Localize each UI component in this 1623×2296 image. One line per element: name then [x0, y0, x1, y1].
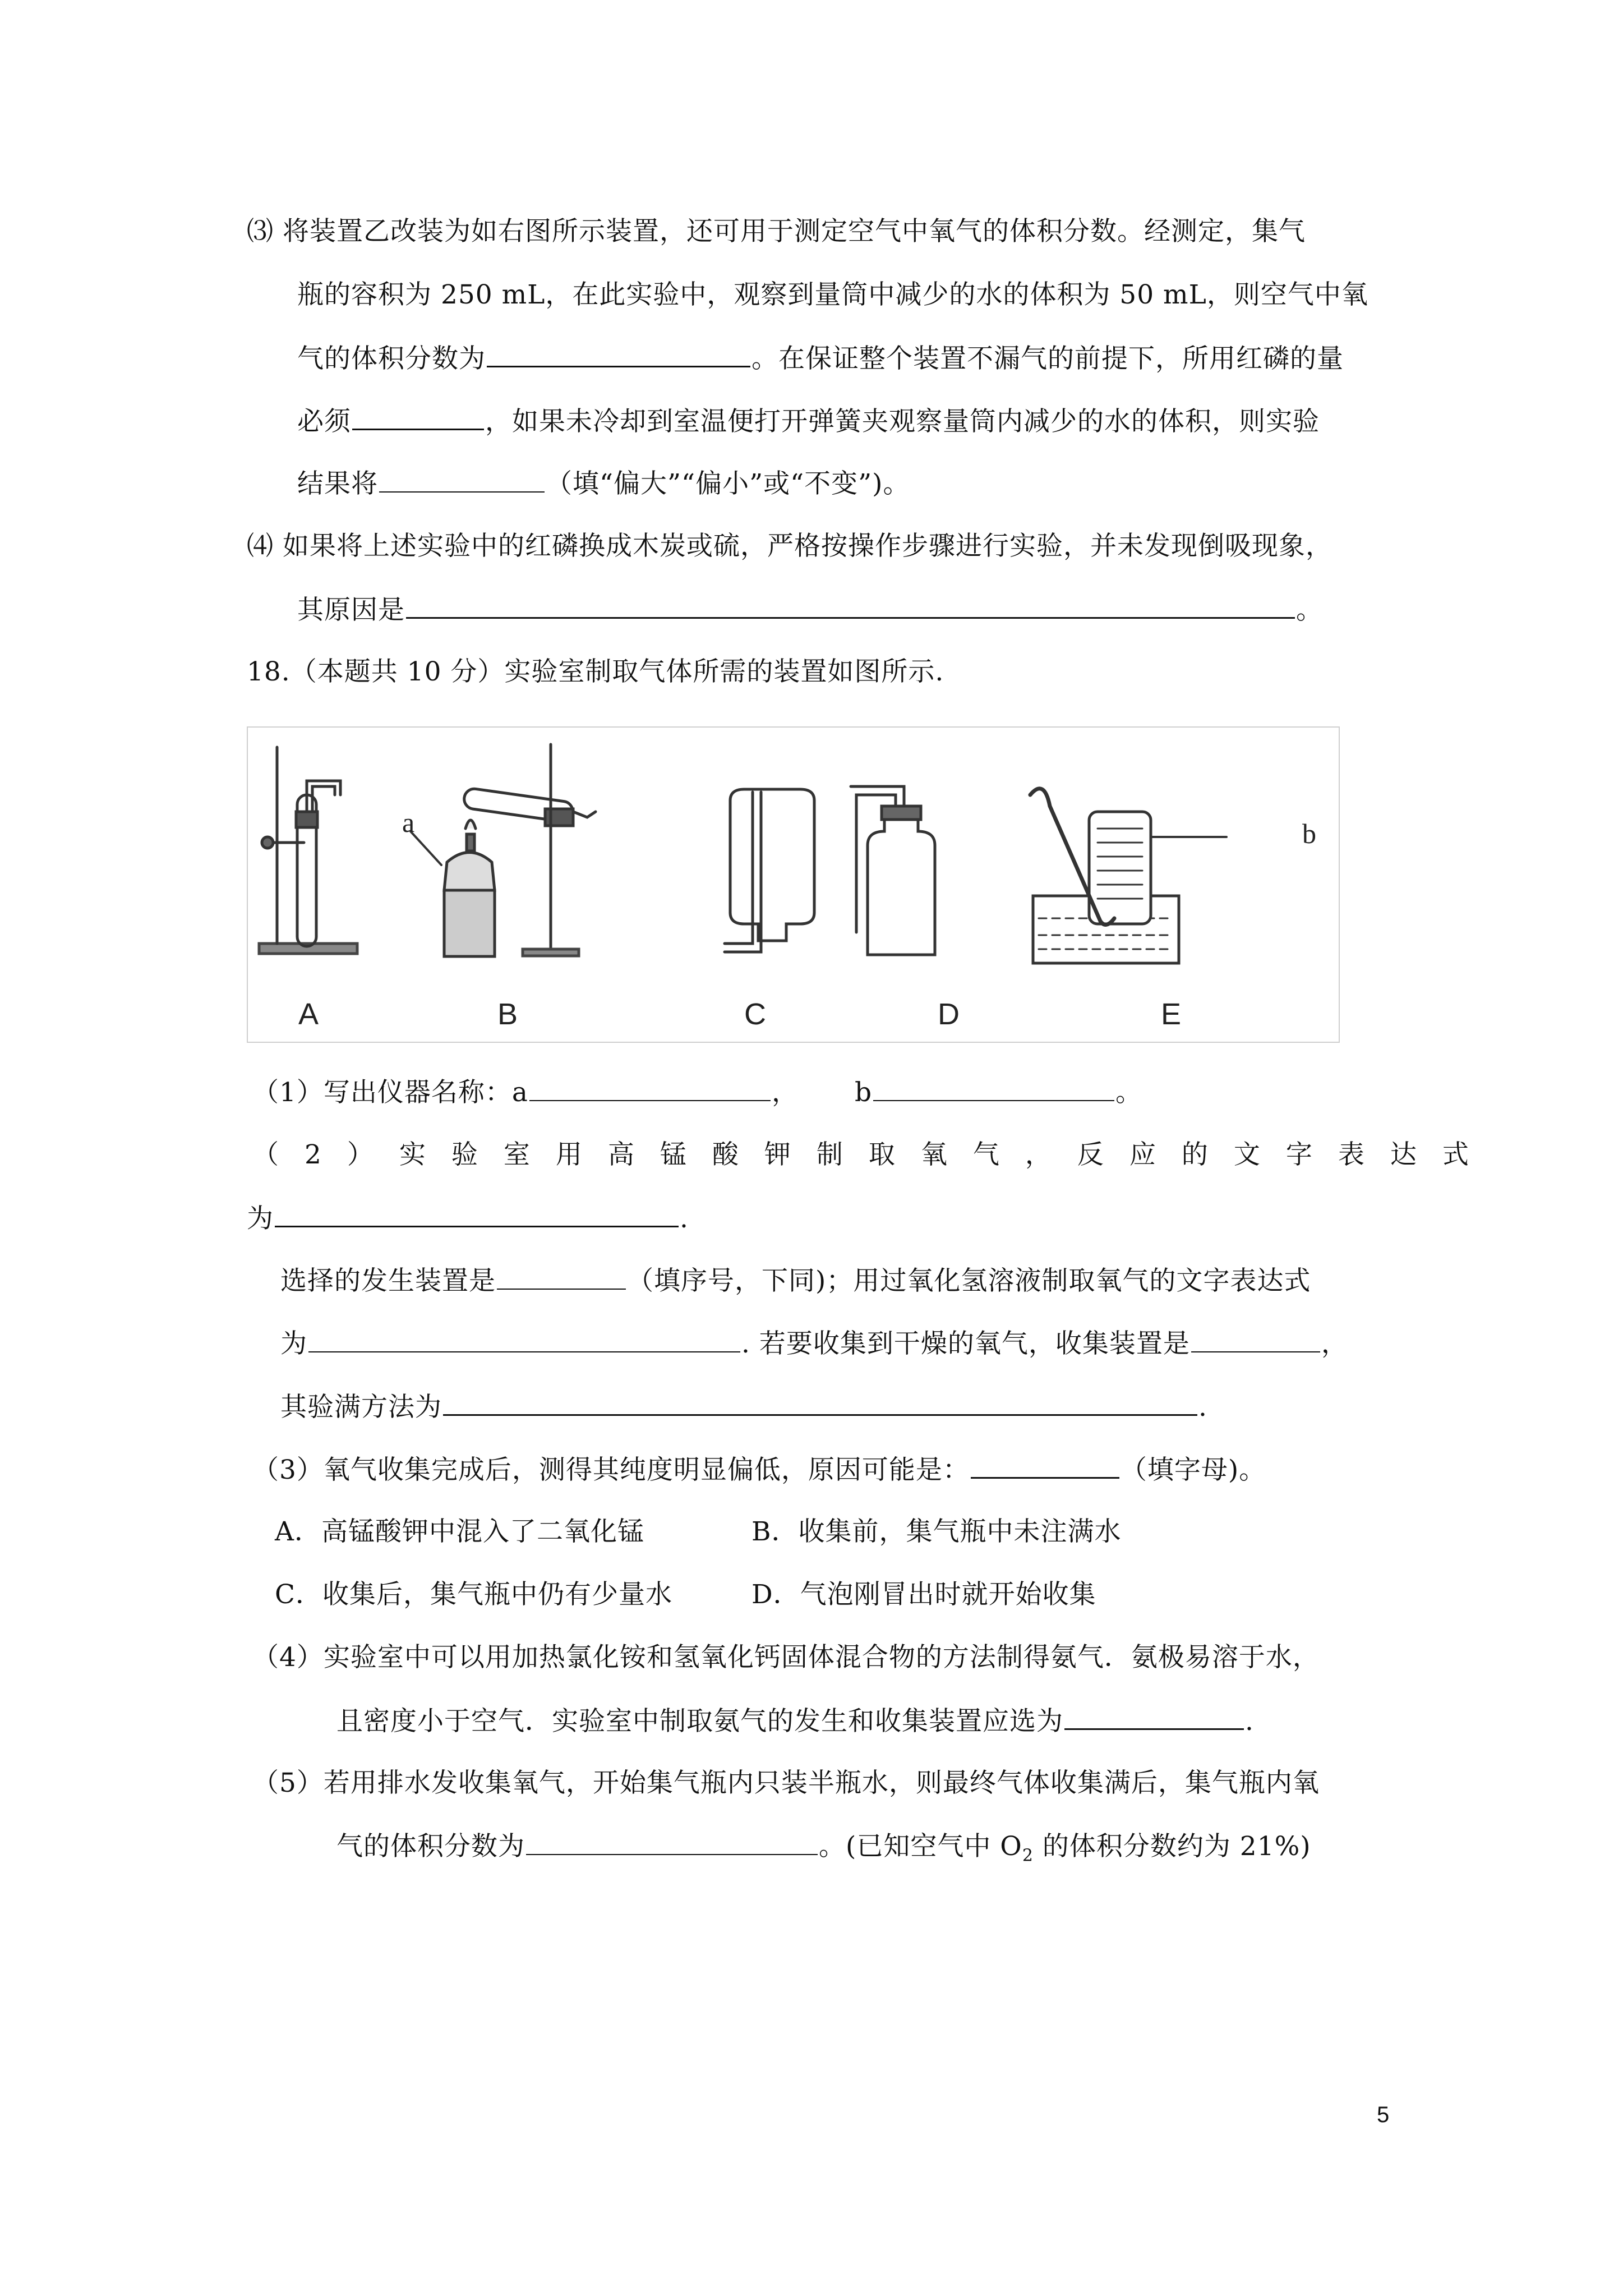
q17-part4-line1: ⑷ 如果将上述实验中的红磷换成木炭或硫，严格按操作步骤进行实验，并未发现倒吸现象， [247, 531, 1332, 562]
label-a-instrument: a [402, 807, 415, 838]
q18-sub2-line4: 为 . 若要收集到干燥的氧气，收集装置是 ， [280, 1327, 1348, 1361]
apparatus-figure [247, 726, 1340, 1043]
answer-blank[interactable] [497, 1264, 626, 1290]
apparatus-drawing [248, 728, 1339, 1042]
page-number: 5 [1377, 2102, 1390, 2127]
figure-label-c: C [744, 997, 766, 1031]
q18-sub4-line1: （4）实验室中可以用加热氯化铵和氢氧化钙固体混合物的方法制得氨气．氨极易溶于水， [252, 1642, 1320, 1673]
answer-blank[interactable] [971, 1452, 1119, 1479]
q17-part4-marker: ⑷ [247, 531, 274, 562]
option-b: B．收集前，集气瓶中未注满水 [751, 1516, 1122, 1547]
apparatus-a [259, 747, 357, 954]
q17-part3-line2: 瓶的容积为 250 mL，在此实验中，观察到量筒中减少的水的体积为 50 mL，则空气中氧 [297, 279, 1368, 310]
q17-part3-line3: 气的体积分数为 。在保证整个装置不漏气的前提下，所用红磷的量 [297, 341, 1344, 376]
q17-part3-marker: ⑶ [247, 216, 274, 247]
answer-blank[interactable] [443, 1389, 1197, 1416]
figure-label-b: B [497, 997, 518, 1031]
answer-blank[interactable] [379, 467, 545, 493]
q17-part3-line5: 结果将 （填“偏大”“偏小”或“不变”)。 [297, 467, 910, 501]
answer-blank[interactable] [352, 404, 484, 430]
q18-sub4-line2: 且密度小于空气．实验室中制取氨气的发生和收集装置应选为 . [336, 1704, 1254, 1738]
q17-part3-line1: ⑶ 将装置乙改装为如右图所示装置，还可用于测定空气中氧气的体积分数。经测定，集气 [247, 216, 1306, 247]
answer-blank[interactable] [1191, 1327, 1320, 1352]
q18-sub2-line5: 其验满方法为 . [280, 1389, 1207, 1424]
q18-sub2-line3: 选择的发生装置是 （填序号，下同)；用过氧化氢溶液制取氧气的文字表达式 [280, 1264, 1311, 1298]
q18-sub2-line1: （2）实验室用高锰酸钾制取氧气，反应的文字表达式 [252, 1139, 1495, 1170]
q18-sub1: （1）写出仪器名称：a ， b 。 [252, 1075, 1142, 1110]
apparatus-c [725, 789, 814, 952]
apparatus-e [1030, 789, 1227, 963]
q18-sub5-line2: 气的体积分数为 。(已知空气中 $O_2$ 的体积分数约为 21%) [336, 1829, 1311, 1872]
option-c: C．收集后，集气瓶中仍有少量水 [275, 1579, 672, 1610]
figure-label-a: A [298, 997, 319, 1031]
apparatus-b [411, 744, 596, 956]
figure-label-e: E [1161, 997, 1182, 1031]
option-a: A．高锰酸钾中混入了二氧化锰 [275, 1516, 644, 1547]
figure-label-d: D [938, 997, 960, 1031]
answer-blank[interactable] [1064, 1704, 1244, 1730]
apparatus-d [851, 786, 935, 955]
answer-blank[interactable] [406, 592, 1295, 619]
q17-part4-line2: 其原因是 。 [297, 592, 1323, 627]
q17-part3-line4: 必须 ，如果未冷却到室温便打开弹簧夹观察量筒内减少的水的体积，则实验 [297, 404, 1320, 439]
q18-heading: 18.（本题共 10 分）实验室制取气体所需的装置如图所示. [247, 656, 944, 687]
option-d: D．气泡刚冒出时就开始收集 [751, 1579, 1096, 1610]
answer-blank-a[interactable] [529, 1075, 771, 1101]
answer-blank[interactable] [275, 1201, 679, 1227]
answer-blank-b[interactable] [873, 1075, 1114, 1101]
answer-blank[interactable] [308, 1327, 740, 1352]
q18-sub3: （3）氧气收集完成后，测得其纯度明显偏低，原因可能是： （填字母)。 [252, 1452, 1266, 1487]
answer-blank[interactable] [487, 341, 750, 367]
q18-sub2-line2: 为 . [247, 1201, 689, 1236]
label-b-instrument: b [1302, 818, 1316, 849]
answer-blank[interactable] [526, 1829, 818, 1855]
q18-sub5-line1: （5）若用排水发收集氧气，开始集气瓶内只装半瓶水，则最终气体收集满后，集气瓶内氧 [252, 1768, 1320, 1798]
